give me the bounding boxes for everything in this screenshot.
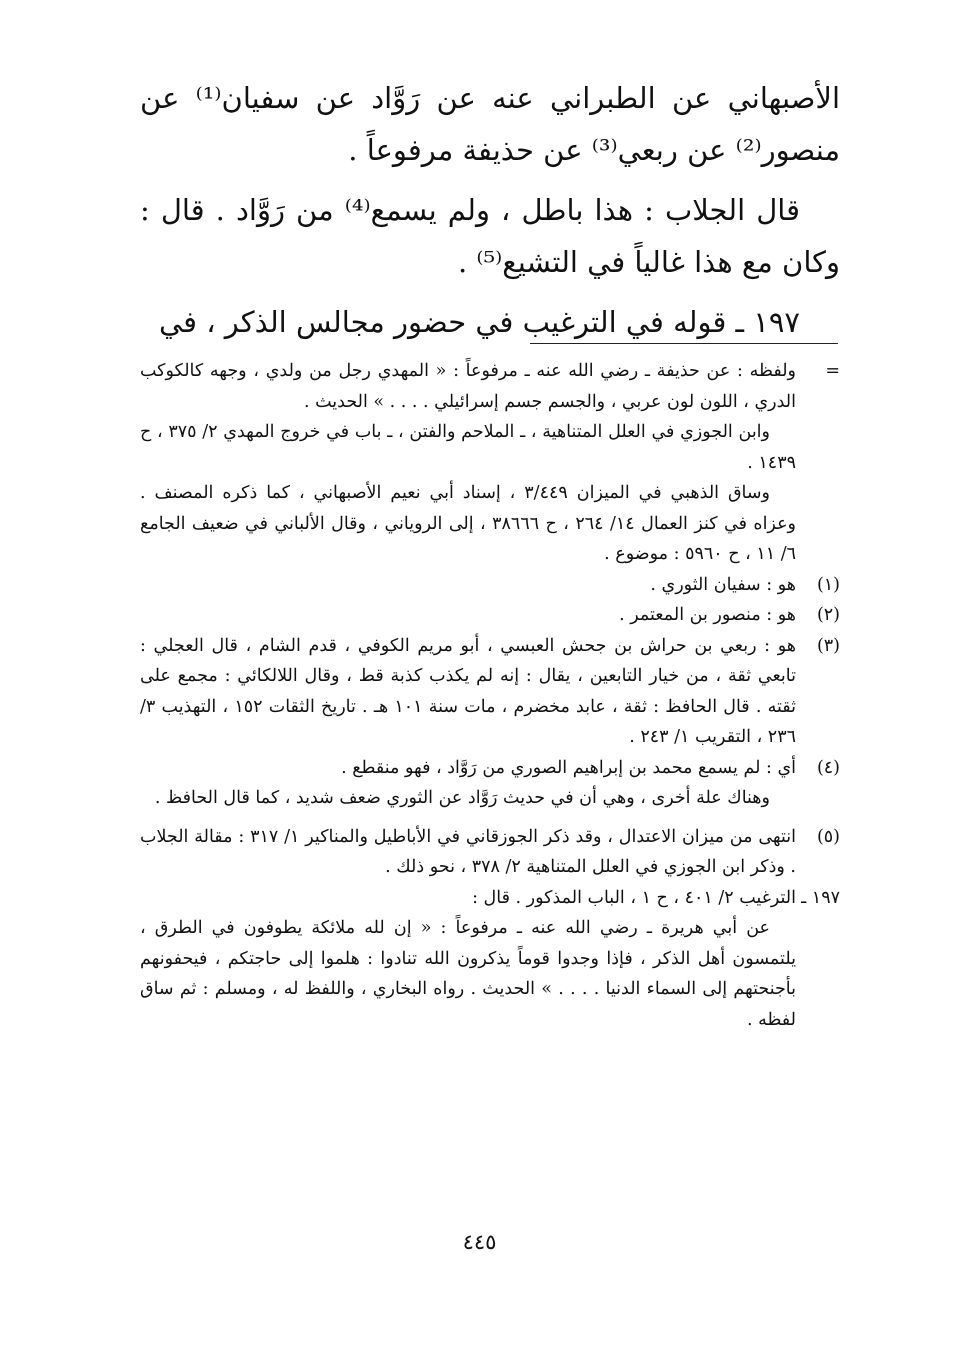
- main-text: [140, 72, 840, 356]
- footnote-2-text: هو : منصور بن المعتمر .: [619, 605, 796, 625]
- footnote-3-text: هو : ربعي بن حراش بن جحش العبسي ، أبو مريم الكوفي ، قدم الشام ، قال العجلي : تابعي ثقة ، من خيار التابعين ، يقال : إنه لم يكذب كذبة قط ، وقال اللالكائي : مجمع على ثقته . قال الحافظ : ثقة ، عابد مخضرم ، مات سنة ١٠١ هـ . تاريخ الثقات ١٥٢ ، التهذيب ٣/ ٢٣٦ ، التقريب ١/ ٢٤٣ .: [140, 635, 797, 747]
- footnote-2: [140, 600, 840, 631]
- footnote-5-marker: (٥): [816, 826, 840, 847]
- footnote-2-marker: (٢): [816, 605, 840, 625]
- main-paragraph-1: الأصبهاني عن الطبراني عنه عن رَوَّاد عن سفيان⁽¹⁾ عن منصور⁽²⁾ عن ربعي⁽³⁾ عن حذيفة مرفوعاً .: [140, 81, 840, 167]
- footnote-5: [140, 822, 840, 883]
- footnote-4-text: أي : لم يسمع محمد بن إبراهيم الصوري من رَوَّاد ، فهو منقطع .: [341, 757, 796, 778]
- main-paragraph-3: ١٩٧ ـ قوله في الترغيب في حضور مجالس الذكر ، في: [158, 305, 800, 339]
- continuation-paragraph-3: وساق الذهبي في الميزان ٣/٤٤٩ ، إسناد أبي نعيم الأصبهاني ، كما ذكره المصنف . وعزاه في كنز العمال ١٤/ ٢٦٤ ، ح ٣٨٦٦٦ ، إلى الروياني ، وقال الألباني في ضعيف الجامع ٦/ ١١ ، ح ٥٩٦٠ : موضوع .: [140, 483, 796, 564]
- footnote-4-paragraph-2: وهناك علة أخرى ، وهي أن في حديث رَوَّاد عن الثوري ضعف شديد ، كما قال الحافظ .: [154, 788, 770, 808]
- continuation-paragraph-2: وابن الجوزي في العلل المتناهية ، ـ الملاحم والفتن ، ـ باب في خروج المهدي ٢/ ٣٧٥ ، ح ١٤٣٩ .: [140, 422, 796, 473]
- continuation-marker: =: [825, 361, 840, 381]
- footnote-197-marker: ١٩٧ ـ: [801, 887, 840, 908]
- footnote-4-marker: (٤): [816, 757, 840, 778]
- footnote-spacer: [140, 814, 840, 822]
- footnote-4: [140, 753, 840, 784]
- footnote-1: [140, 570, 840, 601]
- footnotes: [140, 356, 840, 1035]
- footnote-3-marker: (٣): [816, 635, 840, 656]
- footnote-3: [140, 631, 840, 753]
- footnote-1-text: هو : سفيان الثوري .: [650, 574, 796, 595]
- continuation-text: ولفظه : عن حذيفة ـ رضي الله عنه ـ مرفوعاً : « المهدي رجل من ولدي ، وجهه كالكوكب الدري ، اللون لون عربي ، والجسم جسم إسرائيلي . . . . » الحديث .: [140, 361, 796, 412]
- footnote-197-paragraph-2: عن أبي هريرة ـ رضي الله عنه ـ مرفوعاً : « إن لله ملائكة يطوفون في الطرق ، يلتمسون أهل الذكر ، فإذا وجدوا قوماً يذكرون الله تنادوا : هلموا إلى حاجتكم ، فيحفونهم بأجنحتهم إلى السماء الدنيا . . . . » الحديث . رواه البخاري ، واللفظ له ، ومسلم : ثم ساق لفظه .: [140, 918, 796, 1030]
- footnote-1-marker: (١): [816, 574, 840, 595]
- page-number: ٤٤٥: [462, 1230, 497, 1254]
- main-paragraph-2: قال الجلاب : هذا باطل ، ولم يسمع⁽⁴⁾ من رَوَّاد . قال : وكان مع هذا غالياً في التشيع⁽⁵⁾ .: [140, 193, 840, 279]
- footnote-5-text: انتهى من ميزان الاعتدال ، وقد ذكر الجوزقاني في الأباطيل والمناكير ١/ ٣١٧ : مقالة الجلاب . وذكر ابن الجوزي في العلل المتناهية ٢/ ٣٧٨ ، نحو ذلك .: [140, 826, 796, 877]
- footnote-continuation: [140, 356, 840, 417]
- footnote-divider: [530, 343, 838, 344]
- footnote-197-text: الترغيب ٢/ ٤٠١ ، ح ١ ، الباب المذكور . قال :: [472, 887, 796, 908]
- footnote-197: [140, 883, 840, 914]
